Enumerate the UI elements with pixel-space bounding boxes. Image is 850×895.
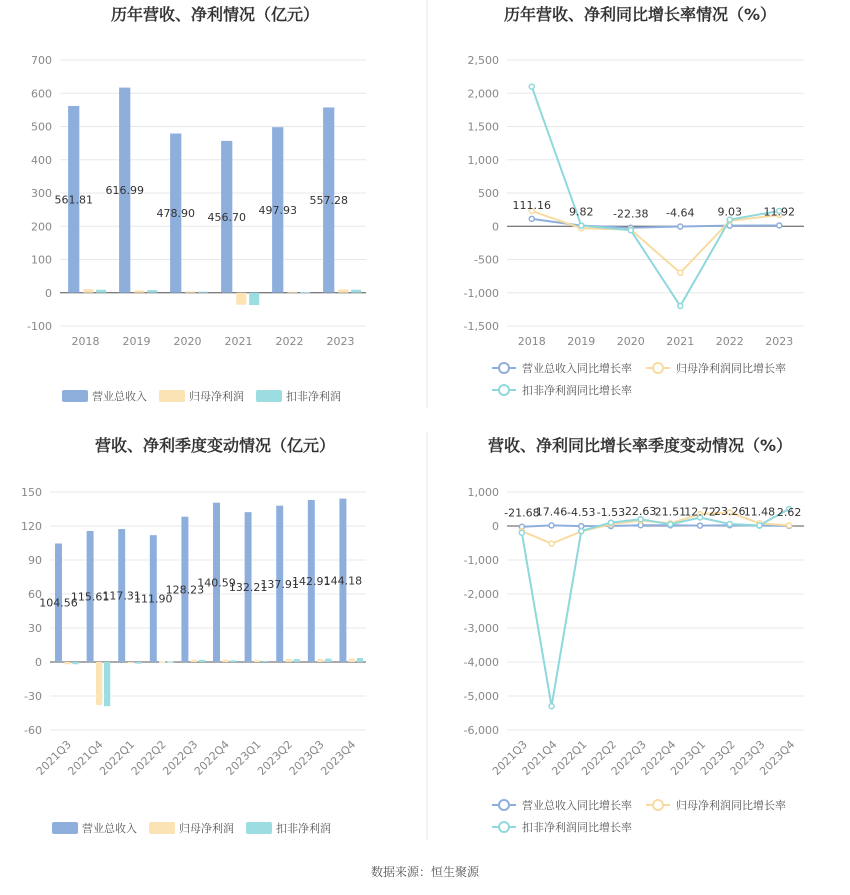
y-tick-label: 300 (31, 187, 52, 200)
bar-deducted-profit (230, 660, 236, 662)
y-tick-label: 500 (478, 187, 499, 200)
bar-net-profit (185, 291, 195, 292)
data-source-note: 数据来源：恒生聚源 (370, 865, 480, 879)
line-data-label: -22.38 (613, 207, 649, 221)
bar-data-label: 497.93 (258, 203, 297, 217)
series-point (678, 304, 683, 309)
series-point (608, 520, 613, 525)
line-data-label: 23.26 (714, 505, 746, 519)
legend-label: 归母净利润 (179, 822, 234, 835)
y-tick-label: 1,000 (467, 486, 499, 499)
x-tick-label: 2018 (71, 335, 100, 348)
chart-annual_amounts (27, 5, 366, 403)
x-tick-label: 2021Q4 (519, 737, 560, 778)
legend-swatch (149, 822, 175, 834)
chart-title: 历年营收、净利同比增长率情况（%） (503, 5, 777, 24)
chart-title: 营收、净利同比增长率季度变动情况（%） (487, 436, 793, 455)
line-data-label: 9.82 (569, 205, 594, 219)
line-data-label: -1.53 (596, 506, 626, 520)
bar-net-profit (191, 660, 197, 662)
bar-net-profit (222, 660, 228, 662)
x-tick-label: 2022Q1 (549, 737, 590, 778)
y-tick-label: 400 (31, 153, 52, 167)
x-tick-label: 2023Q3 (286, 737, 327, 778)
x-tick-label: 2023 (326, 335, 355, 348)
legend-label: 归母净利润同比增长率 (676, 362, 786, 375)
x-tick-label: 2023Q2 (255, 737, 296, 778)
x-tick-label: 2022Q2 (128, 737, 169, 778)
series-point (668, 522, 673, 527)
y-tick-label: 600 (31, 87, 52, 101)
bar-deducted-profit (147, 290, 157, 293)
bar-data-label: 561.81 (54, 193, 93, 207)
bar-net-profit (349, 659, 355, 662)
legend-marker (499, 822, 509, 832)
legend-swatch (62, 390, 88, 402)
y-tick-label: 100 (31, 253, 52, 267)
bar-deducted-profit (104, 662, 110, 706)
chart-title: 营收、净利季度变动情况（亿元） (94, 436, 336, 455)
line-data-label: -4.64 (666, 206, 695, 220)
line-data-label: 17.46 (535, 505, 568, 519)
line-data-label: 2.62 (776, 505, 802, 519)
legend-label: 扣非净利润 (286, 390, 341, 403)
y-tick-label: -1,500 (463, 320, 499, 333)
bar-data-label: 137.91 (260, 577, 299, 591)
y-tick-label: -3,000 (463, 622, 499, 635)
bar-deducted-profit (300, 292, 310, 293)
x-tick-label: 2021Q3 (489, 737, 530, 778)
x-tick-label: 2022Q2 (579, 737, 620, 778)
x-tick-label: 2022 (275, 335, 304, 348)
legend-label: 扣非净利润 (276, 822, 331, 835)
series-line (532, 87, 780, 306)
bar-data-label: 557.28 (309, 194, 348, 208)
x-tick-label: 2022Q3 (608, 737, 649, 778)
x-tick-label: 2022Q1 (97, 737, 138, 778)
bar-data-label: 616.99 (105, 184, 144, 198)
series-point (549, 541, 554, 546)
line-data-label: 21.51 (654, 505, 687, 519)
y-tick-label: 2,000 (467, 87, 499, 101)
legend-label: 营业总收入同比增长率 (522, 799, 632, 812)
chart-annual_growth (464, 5, 804, 397)
y-tick-label: 150 (21, 486, 42, 499)
bar-deducted-profit (199, 660, 205, 662)
series-line (532, 211, 780, 273)
line-data-label: 11.48 (743, 505, 776, 519)
series-point (549, 704, 554, 709)
x-tick-label: 2023Q4 (757, 737, 798, 778)
y-tick-label: 90 (28, 554, 42, 567)
legend-label: 扣非净利润同比增长率 (522, 384, 632, 397)
series-point (549, 523, 554, 528)
legend-marker (653, 363, 663, 373)
bar-deducted-profit (262, 661, 268, 662)
y-tick-label: -2,000 (463, 588, 499, 601)
x-tick-label: 2022Q4 (638, 737, 679, 778)
bar-data-label: 140.59 (197, 576, 236, 590)
x-tick-label: 2019 (122, 335, 151, 348)
legend-swatch (246, 822, 272, 834)
y-tick-label: 0 (492, 520, 499, 533)
series-point (757, 523, 762, 528)
line-data-label: 12.72 (684, 505, 716, 519)
bar-data-label: 132.21 (228, 581, 268, 595)
bar-deducted-profit (249, 293, 259, 305)
series-point (529, 216, 534, 221)
legend-marker (499, 363, 509, 373)
line-data-label: -4.53 (567, 506, 596, 520)
bar-data-label: 144.18 (323, 574, 363, 588)
series-point (529, 84, 534, 89)
y-tick-label: 1,500 (467, 120, 499, 134)
x-tick-label: 2020 (616, 335, 645, 348)
y-tick-label: -100 (27, 320, 52, 333)
y-tick-label: 0 (492, 220, 499, 234)
x-tick-label: 2021Q3 (33, 737, 74, 778)
series-point (519, 530, 524, 535)
bar-net-profit (338, 289, 348, 292)
x-tick-label: 2023Q1 (223, 737, 264, 778)
legend-swatch (52, 822, 78, 834)
legend-marker (499, 385, 509, 395)
legend-label: 营业总收入 (82, 822, 137, 835)
series-point (579, 529, 584, 534)
legend-marker (499, 800, 509, 810)
x-tick-label: 2021Q4 (65, 737, 106, 778)
y-tick-label: -30 (24, 690, 42, 703)
legend-swatch (159, 390, 185, 402)
y-tick-label: -1,000 (463, 554, 499, 567)
bar-data-label: 115.61 (70, 590, 110, 604)
legend-label: 归母净利润 (189, 390, 244, 403)
chart-title: 历年营收、净利情况（亿元） (110, 5, 320, 24)
x-tick-label: 2023Q3 (727, 737, 768, 778)
bar-deducted-profit (72, 662, 78, 664)
bar-net-profit (96, 662, 102, 705)
series-point (698, 523, 703, 528)
bar-net-profit (159, 661, 165, 662)
series-point (727, 521, 732, 526)
bar-deducted-profit (357, 658, 363, 662)
y-tick-label: 120 (21, 520, 42, 533)
series-point (678, 224, 683, 229)
y-tick-label: 700 (31, 54, 52, 67)
line-data-label: -21.68 (504, 506, 540, 520)
chart-quarterly_growth (464, 436, 804, 834)
y-tick-label: -500 (474, 253, 499, 267)
bar-net-profit (83, 289, 93, 293)
chart-quarterly_amounts (21, 436, 366, 835)
bar-deducted-profit (136, 662, 142, 664)
x-tick-label: 2022 (715, 335, 744, 348)
y-tick-label: 200 (31, 220, 52, 234)
x-tick-label: 2021 (666, 335, 695, 348)
legend-label: 扣非净利润同比增长率 (522, 821, 632, 834)
y-tick-label: 60 (28, 588, 42, 601)
bar-data-label: 104.56 (39, 596, 78, 610)
x-tick-label: 2023Q2 (697, 737, 738, 778)
x-tick-label: 2022Q4 (191, 737, 232, 778)
y-tick-label: 2,500 (467, 54, 499, 67)
x-tick-label: 2023Q4 (318, 737, 359, 778)
y-tick-label: -4,000 (463, 656, 499, 669)
y-tick-label: -6,000 (463, 724, 499, 737)
line-data-label: 11.92 (763, 205, 795, 219)
bar-deducted-profit (198, 292, 208, 293)
y-tick-label: -1,000 (463, 286, 499, 300)
bar-net-profit (287, 292, 297, 293)
series-point (787, 523, 792, 528)
y-tick-label: -5,000 (463, 690, 499, 703)
bar-net-profit (254, 660, 260, 662)
bar-deducted-profit (351, 290, 361, 293)
bar-data-label: 142.91 (292, 575, 331, 589)
line-data-label: 9.03 (717, 205, 742, 219)
x-tick-label: 2023 (765, 335, 794, 348)
bar-net-profit (317, 659, 323, 662)
x-tick-label: 2020 (173, 335, 202, 348)
bar-data-label: 128.23 (165, 583, 205, 597)
line-data-label: 22.63 (624, 505, 657, 519)
bar-net-profit (134, 290, 144, 292)
series-point (579, 223, 584, 228)
x-tick-label: 2023Q1 (668, 737, 709, 778)
legend-label: 归母净利润同比增长率 (676, 799, 786, 812)
series-point (777, 223, 782, 228)
legend-swatch (256, 390, 282, 402)
bar-data-label: 456.70 (207, 210, 246, 224)
x-tick-label: 2021 (224, 335, 253, 348)
legend-label: 营业总收入同比增长率 (522, 362, 632, 375)
y-tick-label: 0 (45, 286, 52, 300)
legend-label: 营业总收入 (92, 390, 147, 403)
legend-marker (653, 800, 663, 810)
line-data-label: 111.16 (512, 198, 551, 212)
y-tick-label: 0 (35, 656, 42, 669)
y-tick-label: -60 (24, 724, 42, 737)
y-tick-label: 500 (31, 120, 52, 134)
y-tick-label: 30 (28, 622, 42, 635)
x-tick-label: 2022Q3 (160, 737, 201, 778)
bar-deducted-profit (96, 290, 106, 293)
bar-net-profit (236, 293, 246, 305)
bar-deducted-profit (325, 659, 331, 662)
x-tick-label: 2019 (567, 335, 596, 348)
bar-deducted-profit (294, 659, 300, 662)
x-tick-label: 2018 (517, 335, 546, 348)
series-point (628, 228, 633, 233)
bar-data-label: 478.90 (156, 207, 195, 221)
bar-net-profit (286, 659, 292, 662)
bar-data-label: 111.90 (134, 592, 173, 606)
bar-net-profit (64, 662, 70, 664)
y-tick-label: 1,000 (467, 153, 499, 167)
series-point (678, 270, 683, 275)
bar-data-label: 117.31 (102, 589, 141, 603)
bar-deducted-profit (167, 661, 173, 662)
bar-net-profit (128, 662, 134, 663)
